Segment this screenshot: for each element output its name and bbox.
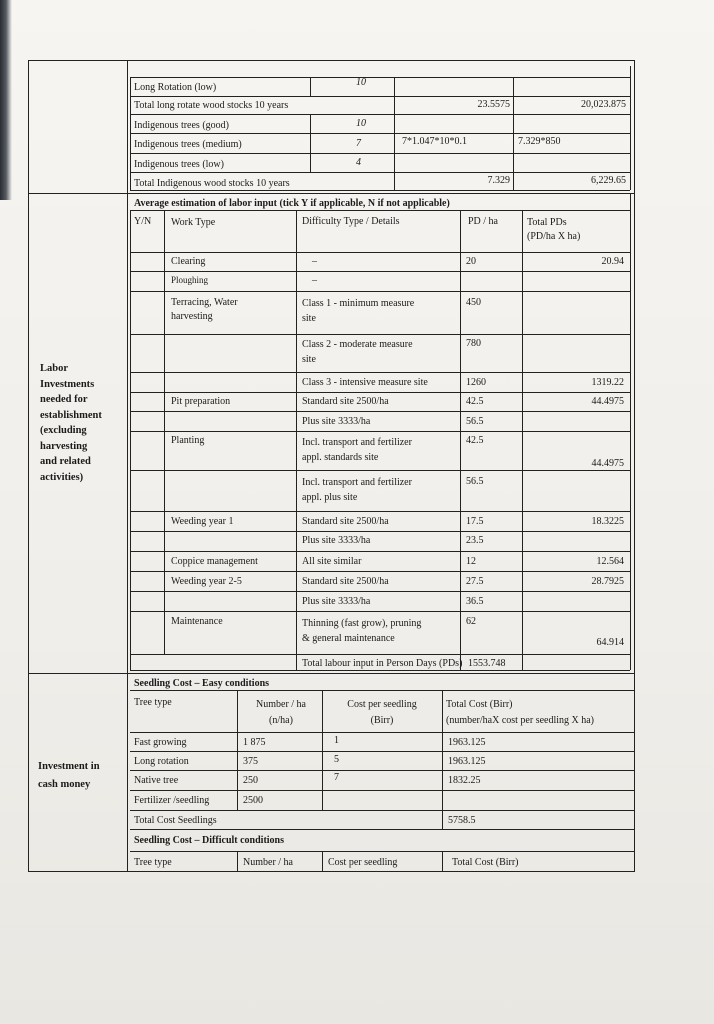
labor-total: 28.7925 [591,576,624,587]
rotation-row-pd: 7.329 [487,175,510,186]
labor-total: 44.4975 [591,396,624,407]
labor-work-type: Ploughing [171,275,209,285]
rotation-row-label: Long Rotation (low) [134,82,217,93]
seedling-number: 2500 [243,795,263,806]
row-line [130,392,630,393]
labor-work-type: Pit preparation [171,396,231,407]
col-line [130,210,131,670]
row-line [130,732,635,733]
rotation-row-pd: 7*1.047*10*0.1 [402,136,467,147]
labor-pd: 42.5 [466,435,484,446]
col-line [296,210,297,670]
seedling-cost: 7 [334,772,339,783]
col-line [237,690,238,810]
section-divider [127,60,128,872]
seedling-tree: Fertilizer /seedling [134,795,210,806]
labor-pd: 17.5 [466,516,484,527]
labor-total-label: Total labour input in Person Days (PDs) [302,658,463,669]
labor-pd: 20 [466,256,476,267]
row-line [130,96,630,97]
page-edge-shadow [0,0,12,200]
row-line [130,77,630,78]
row-line [130,810,635,811]
labor-pd: 780 [466,338,481,349]
section-boundary [28,673,635,674]
col-line [130,77,131,190]
labor-pd: 1260 [466,377,486,388]
labor-work-type: Planting [171,435,205,446]
labor-pd: 42.5 [466,396,484,407]
seedling-cost: 5 [334,754,339,765]
row-line [130,591,630,592]
section-boundary [28,193,635,194]
labor-detail: Standard site 2500/ha [302,516,389,527]
col-line [460,210,461,670]
labor-total-value: 1553.748 [468,658,506,669]
col-line [630,66,631,190]
seedling-total-label: Total Cost Seedlings [134,815,217,826]
col-header-total-pds: Total PDs (PD/ha X ha) [527,217,581,242]
row-line [130,571,630,572]
row-line [130,291,630,292]
seedling-tree: Long rotation [134,756,189,767]
row-line [130,133,630,134]
col-line [394,77,395,190]
col-header-pd-ha: PD / ha [468,216,498,227]
rotation-row-value: 10 [356,118,366,129]
seedling-tree: Fast growing [134,737,187,748]
labor-work-type: Maintenance [171,616,223,627]
rotation-row-label: Total long rotate wood stocks 10 years [134,100,289,111]
rotation-row-pd: 23.5575 [477,99,510,110]
rotation-row-total: 7.329*850 [518,136,561,147]
seedling-number: 375 [243,756,258,767]
seedling-total-value: 5758.5 [448,815,476,826]
row-line [130,252,630,253]
labor-work-type: Coppice management [171,556,258,567]
labor-section-label: Labor Investments needed for establishment (excluding harvesting and related activities) [40,363,102,483]
row-line [130,334,630,335]
row-line [130,751,635,752]
labor-detail: Standard site 2500/ha [302,576,389,587]
labor-pd: 56.5 [466,416,484,427]
labor-total: 20.94 [601,256,624,267]
row-line [130,372,630,373]
col-header-tree-type: Tree type [134,697,172,708]
col-line [630,193,631,670]
row-line [130,271,630,272]
row-line [130,470,630,471]
seedling-total: 1963.125 [448,756,486,767]
rotation-row-value: 4 [356,157,361,168]
col-header-cost: Cost per seedling (Birr) [347,699,417,726]
row-line [130,172,630,173]
row-line [130,654,630,655]
labor-heading: Average estimation of labor input (tick Y if applicable, N if not applicable) [134,198,450,209]
col-line [442,690,443,829]
seedling-cost: 1 [334,735,339,746]
labor-pd: 23.5 [466,535,484,546]
col-header-yn: Y/N [134,216,152,227]
diff-col-number: Number / ha [243,857,293,868]
seedling-number: 1 875 [243,737,266,748]
labor-pd: 450 [466,297,481,308]
row-line [130,851,635,852]
easy-conditions-heading: Seedling Cost – Easy conditions [134,678,270,689]
labor-detail: Thinning (fast grow), pruning & general maintenance [302,618,422,644]
labor-pd: 56.5 [466,476,484,487]
seedling-number: 250 [243,775,258,786]
row-line [130,770,635,771]
row-line [130,153,630,154]
cash-section-label: Investment in cash money [38,761,100,790]
labor-detail: Plus site 3333/ha [302,535,371,546]
col-line [310,114,311,172]
labor-pd: 62 [466,616,476,627]
labor-work-type: Clearing [171,256,206,267]
labor-total: 12.564 [596,556,624,567]
labor-work-type: Weeding year 2-5 [171,576,242,587]
labor-pd: 27.5 [466,576,484,587]
row-line [130,411,630,412]
labor-detail: Class 1 - minimum measure site [302,298,415,324]
row-line [130,790,635,791]
labor-detail: Incl. transport and fertilizer appl. standards site [302,437,412,463]
rotation-row-label: Indigenous trees (low) [134,159,224,170]
labor-total: 64.914 [596,637,624,648]
labor-detail: Class 3 - intensive measure site [302,377,428,388]
col-line [237,851,238,872]
col-line [164,210,165,654]
row-line [130,531,630,532]
col-line [522,210,523,670]
rotation-row-total: 6,229.65 [591,175,626,186]
row-line [130,431,630,432]
col-line [310,77,311,96]
row-line [130,690,635,691]
rotation-row-value: 10 [356,77,366,88]
labor-detail: Standard site 2500/ha [302,396,389,407]
labor-detail: – [312,275,317,286]
rotation-row-total: 20,023.875 [581,99,626,110]
labor-detail: Incl. transport and fertilizer appl. plus site [302,477,412,503]
labor-work-type: Weeding year 1 [171,516,234,527]
row-line [130,551,630,552]
col-header-work-type: Work Type [171,217,216,228]
rotation-row-label: Indigenous trees (good) [134,120,229,131]
row-line [130,114,630,115]
col-line [322,690,323,810]
row-line [130,829,635,830]
labor-pd: 12 [466,556,476,567]
col-line [322,851,323,872]
row-line [130,190,630,191]
seedling-total: 1832.25 [448,775,481,786]
col-header-difficulty: Difficulty Type / Details [302,216,400,227]
rotation-row-value: 7 [356,138,361,149]
col-line [442,851,443,872]
row-line [130,511,630,512]
row-line [130,210,630,211]
labor-work-type: Terracing, Water harvesting [171,297,238,322]
diff-col-cost: Cost per seedling [328,857,398,868]
seedling-total: 1963.125 [448,737,486,748]
labor-detail: Class 2 - moderate measure site [302,339,413,365]
col-header-total-cost: Total Cost (Birr) (number/haX cost per seedling X ha) [446,699,595,726]
labor-total: 44.4975 [591,458,624,469]
diff-col-tree-type: Tree type [134,857,172,868]
labor-detail: All site similar [302,556,362,567]
row-line [130,670,630,671]
diff-col-total: Total Cost (Birr) [452,857,519,868]
labor-pd: 36.5 [466,596,484,607]
col-header-number: Number / ha (n/ha) [256,699,306,726]
rotation-row-label: Indigenous trees (medium) [134,139,242,150]
labor-detail: Plus site 3333/ha [302,416,371,427]
labor-total: 1319.22 [591,377,624,388]
row-line [130,611,630,612]
col-line [513,77,514,190]
labor-total: 18.3225 [591,516,624,527]
seedling-tree: Native tree [134,775,179,786]
rotation-row-label: Total Indigenous wood stocks 10 years [134,178,290,189]
labor-detail: Plus site 3333/ha [302,596,371,607]
labor-detail: – [312,256,317,267]
difficult-conditions-heading: Seedling Cost – Difficult conditions [134,835,285,846]
